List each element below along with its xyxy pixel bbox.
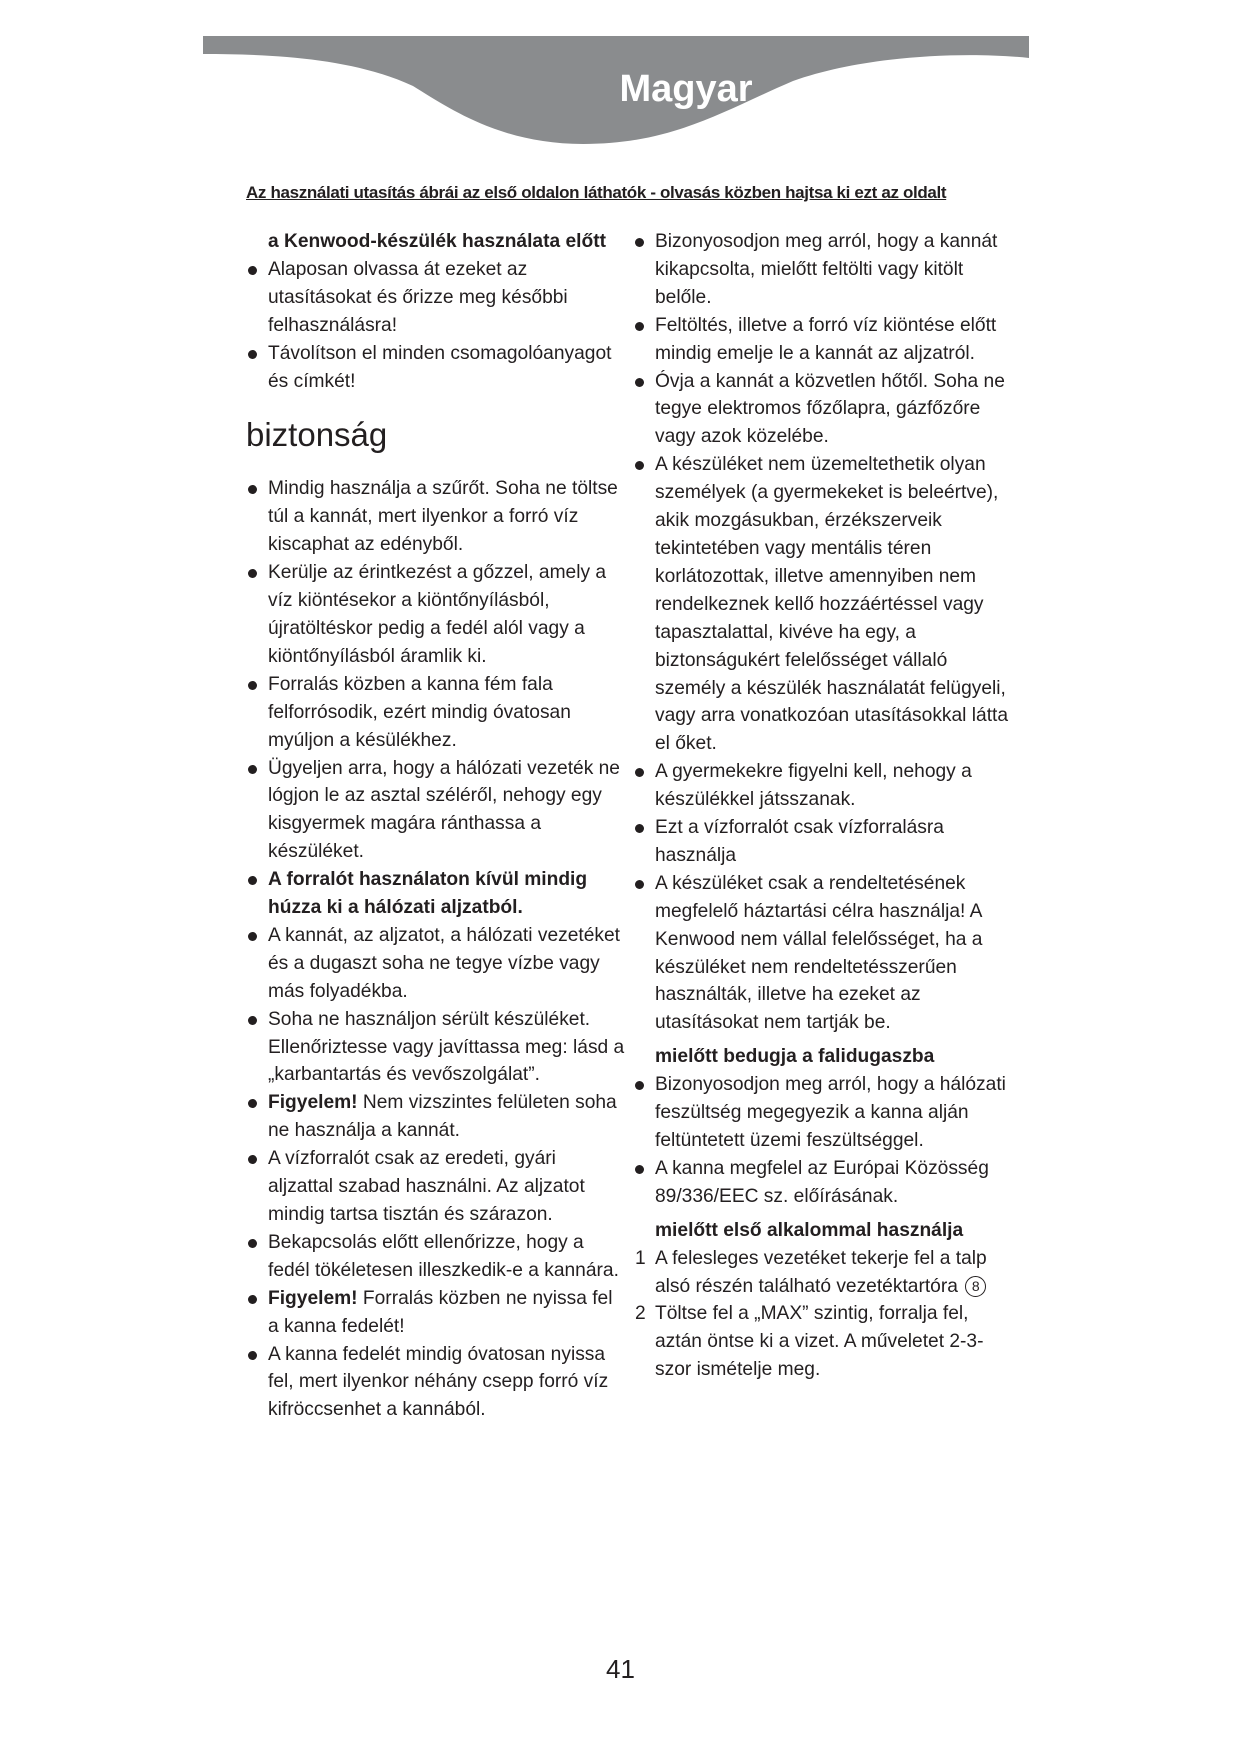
first-use-step — [633, 1245, 1011, 1301]
fold-out-note: Az használati utasítás ábrái az első oldalon láthatók - olvasás közben hajtsa ki ezt az oldalt — [246, 183, 947, 202]
list-item: A kanna fedelét mindig óvatosan nyissa fel, mert ilyenkor néhány csepp forró víz kifröccsenhet a kannából. — [246, 1341, 626, 1425]
header-wave-band — [203, 36, 1029, 186]
safety-heading: biztonság — [246, 416, 388, 454]
list-item: Figyelem! Nem vizszintes felületen soha ne használja a kannát. — [246, 1089, 626, 1145]
first-use-heading: mielőtt első alkalommal használja — [655, 1219, 964, 1241]
right-column — [633, 228, 1011, 1384]
list-item: A készüléket nem üzemeltethetik olyan személyek (a gyermekeket is beleértve), akik mozgásukban, érzékszerveik tekintetében vagy mentális téren korlátozottak, illetve amennyiben nem rendelkeznek kellő hozzáértéssel vagy tapasztalattal, kivéve ha egy, a biztonságukért felelősséget vállaló személy a készülék használatát felügyeli, vagy arra vonatkozóan utasításokkal látta el őket. — [633, 451, 1011, 758]
list-item: Ezt a vízforralót csak vízforralásra használja — [633, 814, 1011, 870]
before-use-heading: a Kenwood-készülék használata előtt — [268, 231, 607, 252]
list-item: Mindig használja a szűrőt. Soha ne töltse túl a kannát, mert ilyenkor a forró víz kiscaphat az edényből. — [246, 475, 626, 559]
list-item: A kannát, az aljzatot, a hálózati vezetéket és a dugaszt soha ne tegye vízbe vagy más folyadékba. — [246, 922, 626, 1006]
list-item: Bekapcsolás előtt ellenőrizze, hogy a fedél tökéletesen illeszkedik-e a kannára. — [246, 1229, 626, 1285]
step-number: 1 — [635, 1247, 646, 1269]
list-item-warning: A forralót használaton kívül mindig húzza ki a hálózati aljzatból. — [246, 866, 626, 922]
language-title: Magyar — [619, 68, 753, 110]
list-item: A vízforralót csak az eredeti, gyári aljzattal szabad használni. Az aljzatot mindig tartsa tisztán és szárazon. — [246, 1145, 626, 1229]
plug-in-heading: mielőtt bedugja a falidugaszba — [655, 1046, 935, 1068]
page-number: 41 — [606, 1654, 635, 1684]
list-item: Kerülje az érintkezést a gőzzel, amely a víz kiöntésekor a kiöntőnyílásból, újratöltéskor pedig a fedél alól vagy a kiöntőnyílásból áramlik ki. — [246, 559, 626, 671]
list-item: Ügyeljen arra, hogy a hálózati vezeték ne lógjon le az asztal széléről, nehogy egy kisgyermek magára ránthassa a készüléket. — [246, 755, 626, 867]
list-item: A kanna megfelel az Európai Közösség 89/336/EEC sz. előírásának. — [633, 1155, 1011, 1211]
figure-ref-badge: 8 — [965, 1276, 986, 1297]
list-item: Soha ne használjon sérült készüléket. Ellenőriztesse vagy javíttassa meg: lásd a „karbantartás és vevőszolgálat”. — [246, 1006, 626, 1090]
plug-in-list — [633, 1071, 1011, 1211]
step-text: A felesleges vezetéket tekerje fel a talp alsó részén található vezetéktartóra — [655, 1247, 987, 1297]
step-number: 2 — [635, 1303, 646, 1325]
list-item: A készüléket csak a rendeltetésének megfelelő háztartási célra használja! A Kenwood nem vállal felelősséget, ha a készüléket nem rendeltetésszerűen használták, illetve ha ezeket az utasításokat nem tartják be. — [633, 870, 1011, 1037]
list-item: Figyelem! Forralás közben ne nyissa fel a kanna fedelét! — [246, 1285, 626, 1341]
list-item: Óvja a kannát a közvetlen hőtől. Soha ne tegye elektromos főzőlapra, gázfőzőre vagy azok közelébe. — [633, 368, 1011, 452]
first-use-step — [633, 1300, 1011, 1384]
list-item: Távolítson el minden csomagolóanyagot és címkét! — [246, 340, 626, 396]
language-header — [203, 36, 1029, 186]
safety-list-left — [246, 475, 626, 1424]
list-item: A gyermekekre figyelni kell, nehogy a készülékkel játsszanak. — [633, 758, 1011, 814]
list-item: Alaposan olvassa át ezeket az utasításokat és őrizze meg későbbi felhasználásra! — [246, 256, 626, 340]
list-item: Feltöltés, illetve a forró víz kiöntése előtt mindig emelje le a kannát az aljzatról. — [633, 312, 1011, 368]
step-text: Töltse fel a „MAX” szintig, forralja fel, aztán öntse ki a vizet. A műveletet 2-3-szor ismételje meg. — [655, 1303, 984, 1381]
safety-list-right — [633, 228, 1011, 1037]
list-item: Forralás közben a kanna fém fala felforrósodik, ezért mindig óvatosan myúljon a késülékhez. — [246, 671, 626, 755]
list-item: Bizonyosodjon meg arról, hogy a kannát kikapcsolta, mielőtt feltölti vagy kitölt belőle. — [633, 228, 1011, 312]
list-item: Bizonyosodjon meg arról, hogy a hálózati feszültség megegyezik a kanna alján feltüntetett üzemi feszültséggel. — [633, 1071, 1011, 1155]
left-column — [246, 228, 626, 1424]
before-use-list — [246, 256, 626, 396]
